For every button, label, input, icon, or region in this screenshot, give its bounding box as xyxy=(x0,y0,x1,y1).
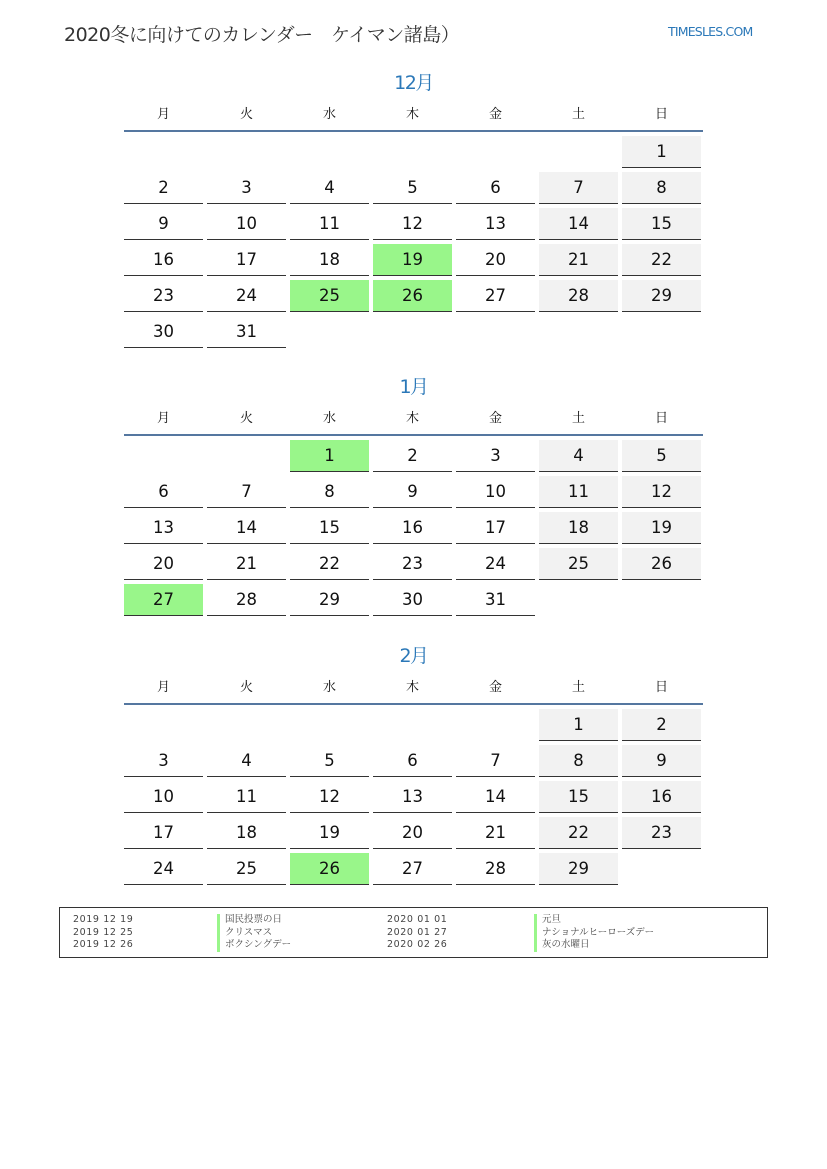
weekday-label: 火 xyxy=(239,411,253,426)
day-cell: 13 xyxy=(373,781,452,813)
day-cell: 6 xyxy=(373,745,452,777)
weekday-header xyxy=(124,673,703,705)
legend-date: 2019 12 26 xyxy=(73,939,134,950)
week-row xyxy=(124,316,703,348)
day-cell: 23 xyxy=(124,280,203,312)
weekend-day-cell: 26 xyxy=(622,548,701,580)
week-row xyxy=(124,172,703,204)
day-cell: 11 xyxy=(207,781,286,813)
day-cell: 16 xyxy=(124,244,203,276)
empty-day-cell xyxy=(290,136,369,167)
week-row xyxy=(124,709,703,741)
weekend-day-cell: 28 xyxy=(539,280,618,312)
day-grid xyxy=(124,436,703,616)
day-cell: 5 xyxy=(373,172,452,204)
weekday-label: 水 xyxy=(322,680,336,695)
weekend-day-cell: 29 xyxy=(622,280,701,312)
day-cell: 6 xyxy=(456,172,535,204)
day-cell: 21 xyxy=(456,817,535,849)
day-cell: 3 xyxy=(124,745,203,777)
weekend-day-cell: 12 xyxy=(622,476,701,508)
empty-day-cell xyxy=(290,316,369,347)
day-cell: 24 xyxy=(456,548,535,580)
day-cell: 13 xyxy=(124,512,203,544)
weekday-label: 火 xyxy=(239,107,253,122)
day-cell: 3 xyxy=(456,440,535,472)
weekend-day-cell: 8 xyxy=(539,745,618,777)
legend-holiday-name: 灰の水曜日 xyxy=(534,939,654,952)
empty-day-cell xyxy=(622,853,701,884)
weekday-label: 木 xyxy=(405,107,419,122)
day-cell: 28 xyxy=(456,853,535,885)
legend-holiday-name: ナショナルヒーローズデー xyxy=(534,927,654,940)
weekend-day-cell: 25 xyxy=(539,548,618,580)
day-cell: 10 xyxy=(124,781,203,813)
day-cell: 17 xyxy=(207,244,286,276)
weekday-label: 水 xyxy=(322,411,336,426)
empty-day-cell xyxy=(207,709,286,740)
weekend-day-cell: 18 xyxy=(539,512,618,544)
weekend-day-cell: 5 xyxy=(622,440,701,472)
month-january xyxy=(124,370,703,620)
day-cell: 13 xyxy=(456,208,535,240)
day-cell: 20 xyxy=(456,244,535,276)
day-cell: 4 xyxy=(207,745,286,777)
weekend-day-cell: 22 xyxy=(622,244,701,276)
holiday-day-cell: 27 xyxy=(124,584,203,616)
day-cell: 31 xyxy=(456,584,535,616)
weekday-label: 月 xyxy=(156,411,170,426)
month-title: 2月 xyxy=(399,645,428,667)
weekend-day-cell: 1 xyxy=(622,136,701,168)
holiday-day-cell: 25 xyxy=(290,280,369,312)
weekend-day-cell: 22 xyxy=(539,817,618,849)
empty-day-cell xyxy=(124,440,203,471)
day-cell: 25 xyxy=(207,853,286,885)
day-cell: 6 xyxy=(124,476,203,508)
empty-day-cell xyxy=(207,440,286,471)
weekday-label: 水 xyxy=(322,107,336,122)
weekday-label: 金 xyxy=(488,680,502,695)
day-grid xyxy=(124,705,703,885)
empty-day-cell xyxy=(373,316,452,347)
weekday-label: 日 xyxy=(654,411,668,426)
empty-day-cell xyxy=(456,709,535,740)
day-cell: 17 xyxy=(124,817,203,849)
week-row xyxy=(124,548,703,580)
weekday-label: 日 xyxy=(654,680,668,695)
weekday-label: 土 xyxy=(571,411,585,426)
week-row xyxy=(124,280,703,312)
legend-date: 2020 02 26 xyxy=(387,939,448,950)
day-cell: 24 xyxy=(207,280,286,312)
weekend-day-cell: 21 xyxy=(539,244,618,276)
day-cell: 10 xyxy=(207,208,286,240)
day-cell: 29 xyxy=(290,584,369,616)
weekend-day-cell: 11 xyxy=(539,476,618,508)
weekday-label: 月 xyxy=(156,107,170,122)
month-december xyxy=(124,66,703,352)
day-cell: 8 xyxy=(290,476,369,508)
holiday-day-cell: 26 xyxy=(290,853,369,885)
week-row xyxy=(124,853,703,885)
day-cell: 7 xyxy=(207,476,286,508)
day-cell: 5 xyxy=(290,745,369,777)
day-cell: 24 xyxy=(124,853,203,885)
legend-holiday-name: ボクシングデー xyxy=(217,939,291,952)
empty-day-cell xyxy=(622,316,701,347)
weekday-label: 金 xyxy=(488,411,502,426)
empty-day-cell xyxy=(622,584,701,615)
weekend-day-cell: 1 xyxy=(539,709,618,741)
day-cell: 2 xyxy=(373,440,452,472)
weekend-day-cell: 9 xyxy=(622,745,701,777)
day-cell: 28 xyxy=(207,584,286,616)
week-row xyxy=(124,745,703,777)
weekday-label: 月 xyxy=(156,680,170,695)
weekend-day-cell: 15 xyxy=(539,781,618,813)
empty-day-cell xyxy=(539,584,618,615)
day-cell: 27 xyxy=(373,853,452,885)
day-cell: 2 xyxy=(124,172,203,204)
weekend-day-cell: 29 xyxy=(539,853,618,885)
weekday-label: 木 xyxy=(405,680,419,695)
day-cell: 16 xyxy=(373,512,452,544)
weekday-label: 金 xyxy=(488,107,502,122)
month-title: 12月 xyxy=(394,72,433,94)
day-cell: 23 xyxy=(373,548,452,580)
weekday-label: 日 xyxy=(654,107,668,122)
legend-holiday-name: 元旦 xyxy=(534,914,654,927)
day-cell: 12 xyxy=(290,781,369,813)
weekday-header xyxy=(124,404,703,436)
day-cell: 15 xyxy=(290,512,369,544)
legend-holiday-name: 国民投票の日 xyxy=(217,914,291,927)
legend-date: 2020 01 27 xyxy=(387,926,448,938)
day-cell: 30 xyxy=(124,316,203,348)
day-cell: 18 xyxy=(290,244,369,276)
day-grid xyxy=(124,132,703,348)
day-cell: 30 xyxy=(373,584,452,616)
month-title: 1月 xyxy=(399,376,428,398)
empty-day-cell xyxy=(124,136,203,167)
holiday-day-cell: 1 xyxy=(290,440,369,472)
week-row xyxy=(124,584,703,616)
weekend-day-cell: 14 xyxy=(539,208,618,240)
day-cell: 14 xyxy=(456,781,535,813)
day-cell: 14 xyxy=(207,512,286,544)
weekend-day-cell: 7 xyxy=(539,172,618,204)
day-cell: 10 xyxy=(456,476,535,508)
empty-day-cell xyxy=(290,709,369,740)
empty-day-cell xyxy=(124,709,203,740)
day-cell: 12 xyxy=(373,208,452,240)
empty-day-cell xyxy=(207,136,286,167)
site-link[interactable]: TIMESLES.COM xyxy=(668,24,753,39)
legend-date: 2020 01 01 xyxy=(387,914,448,925)
day-cell: 22 xyxy=(290,548,369,580)
day-cell: 4 xyxy=(290,172,369,204)
weekday-header xyxy=(124,100,703,132)
day-cell: 20 xyxy=(373,817,452,849)
week-row xyxy=(124,476,703,508)
empty-day-cell xyxy=(373,136,452,167)
legend-names-left xyxy=(217,914,291,952)
empty-day-cell xyxy=(456,136,535,167)
empty-day-cell xyxy=(373,709,452,740)
day-cell: 27 xyxy=(456,280,535,312)
weekday-label: 土 xyxy=(571,107,585,122)
empty-day-cell xyxy=(456,316,535,347)
day-cell: 19 xyxy=(290,817,369,849)
week-row xyxy=(124,244,703,276)
day-cell: 17 xyxy=(456,512,535,544)
weekend-day-cell: 8 xyxy=(622,172,701,204)
week-row xyxy=(124,512,703,544)
day-cell: 7 xyxy=(456,745,535,777)
day-cell: 11 xyxy=(290,208,369,240)
week-row xyxy=(124,817,703,849)
week-row xyxy=(124,136,703,168)
weekend-day-cell: 15 xyxy=(622,208,701,240)
legend-names-right xyxy=(534,914,654,952)
weekday-label: 木 xyxy=(405,411,419,426)
legend-dates-left xyxy=(73,914,133,952)
weekday-label: 火 xyxy=(239,680,253,695)
week-row xyxy=(124,781,703,813)
weekend-day-cell: 16 xyxy=(622,781,701,813)
day-cell: 9 xyxy=(373,476,452,508)
empty-day-cell xyxy=(539,316,618,347)
legend-dates-right xyxy=(387,914,447,952)
holiday-legend xyxy=(59,907,768,958)
week-row xyxy=(124,440,703,472)
legend-date: 2019 12 25 xyxy=(73,926,134,938)
day-cell: 3 xyxy=(207,172,286,204)
legend-date: 2019 12 19 xyxy=(73,914,134,925)
week-row xyxy=(124,208,703,240)
day-cell: 20 xyxy=(124,548,203,580)
holiday-day-cell: 26 xyxy=(373,280,452,312)
day-cell: 31 xyxy=(207,316,286,348)
weekday-label: 土 xyxy=(571,680,585,695)
day-cell: 18 xyxy=(207,817,286,849)
holiday-day-cell: 19 xyxy=(373,244,452,276)
day-cell: 21 xyxy=(207,548,286,580)
day-cell: 9 xyxy=(124,208,203,240)
weekend-day-cell: 23 xyxy=(622,817,701,849)
month-february xyxy=(124,639,703,889)
weekend-day-cell: 2 xyxy=(622,709,701,741)
weekend-day-cell: 4 xyxy=(539,440,618,472)
weekend-day-cell: 19 xyxy=(622,512,701,544)
legend-holiday-name: クリスマス xyxy=(217,927,291,940)
page-title: 2020冬に向けてのカレンダー ケイマン諸島） xyxy=(64,24,460,46)
empty-day-cell xyxy=(539,136,618,167)
